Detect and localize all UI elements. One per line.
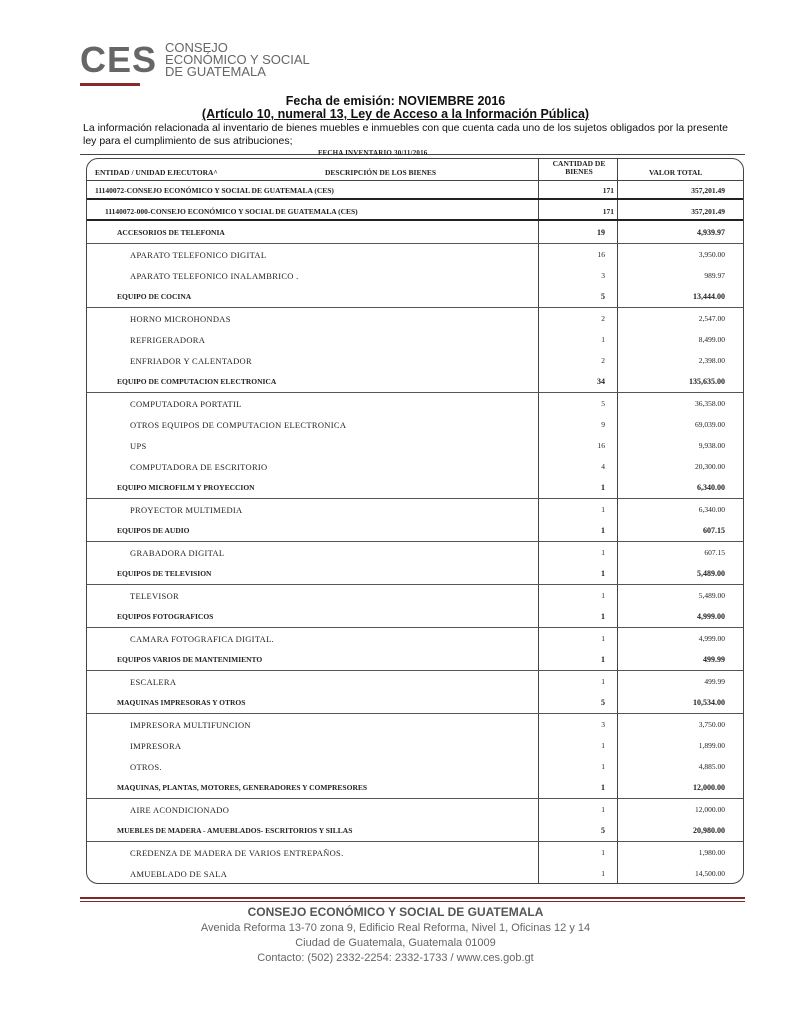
item-row xyxy=(87,393,743,414)
unidad-rule xyxy=(87,219,743,221)
item-quantity: 4 xyxy=(601,462,605,471)
item-quantity: 2 xyxy=(601,356,605,365)
item-description: APARATO TELEFONICO DIGITAL xyxy=(130,250,267,260)
logo-line-3: DE GUATEMALA xyxy=(165,64,266,79)
category-description: EQUIPOS DE AUDIO xyxy=(117,526,190,535)
item-description: APARATO TELEFONICO INALAMBRICO . xyxy=(130,271,299,281)
item-description: CAMARA FOTOGRAFICA DIGITAL. xyxy=(130,634,274,644)
item-value: 2,547.00 xyxy=(698,314,725,323)
item-value: 3,950.00 xyxy=(698,250,725,259)
item-value: 36,358.00 xyxy=(695,399,725,408)
logo-text xyxy=(165,42,310,78)
category-row xyxy=(87,606,743,628)
item-value: 499.99 xyxy=(704,677,725,686)
unidad-value: 357,201.49 xyxy=(691,207,725,216)
category-quantity: 1 xyxy=(601,526,605,535)
item-value: 20,300.00 xyxy=(695,462,725,471)
logo-line-2: ECONÓMICO Y SOCIAL xyxy=(165,52,310,67)
item-value: 14,500.00 xyxy=(695,869,725,878)
category-quantity: 5 xyxy=(601,698,605,707)
category-description: MAQUINAS IMPRESORAS Y OTROS xyxy=(117,698,246,707)
item-row xyxy=(87,799,743,820)
item-row xyxy=(87,499,743,520)
header-entidad: ENTIDAD / UNIDAD EJECUTORA^ xyxy=(95,168,218,177)
category-quantity: 19 xyxy=(597,228,605,237)
item-row xyxy=(87,244,743,265)
category-quantity: 1 xyxy=(601,483,605,492)
category-value: 135,635.00 xyxy=(689,377,725,386)
category-value: 10,534.00 xyxy=(693,698,725,707)
item-row xyxy=(87,842,743,863)
item-description: PROYECTOR MULTIMEDIA xyxy=(130,505,243,515)
page-subtitle: (Artículo 10, numeral 13, Ley de Acceso a la Información Pública) xyxy=(201,107,590,121)
category-value: 12,000.00 xyxy=(693,783,725,792)
table-header xyxy=(87,159,743,181)
item-description: TELEVISOR xyxy=(130,591,179,601)
item-quantity: 3 xyxy=(601,720,605,729)
item-quantity: 1 xyxy=(601,805,605,814)
category-value: 4,999.00 xyxy=(697,612,725,621)
category-description: EQUIPO DE COMPUTACION ELECTRONICA xyxy=(117,377,277,386)
item-value: 12,000.00 xyxy=(695,805,725,814)
category-description: ACCESORIOS DE TELEFONIA xyxy=(117,228,225,237)
logo-mark: CES xyxy=(80,39,158,80)
item-row xyxy=(87,585,743,606)
item-description: AIRE ACONDICIONADO xyxy=(130,805,230,815)
item-quantity: 16 xyxy=(597,441,605,450)
item-value: 607.15 xyxy=(704,548,725,557)
entidad-rule xyxy=(87,198,743,200)
category-row xyxy=(87,820,743,842)
item-quantity: 1 xyxy=(601,591,605,600)
category-row xyxy=(87,520,743,542)
item-description: COMPUTADORA PORTATIL xyxy=(130,399,242,409)
category-row xyxy=(87,777,743,799)
item-description: COMPUTADORA DE ESCRITORIO xyxy=(130,462,268,472)
category-row xyxy=(87,692,743,714)
item-row xyxy=(87,735,743,756)
item-value: 4,885.00 xyxy=(698,762,725,771)
category-description: MUEBLES DE MADERA - AMUEBLADOS- ESCRITORIOS Y SILLAS xyxy=(117,826,353,835)
category-quantity: 1 xyxy=(601,612,605,621)
category-row xyxy=(87,286,743,308)
category-description: MAQUINAS, PLANTAS, MOTORES, GENERADORES Y COMPRESORES xyxy=(117,783,368,792)
footer-org: CONSEJO ECONÓMICO Y SOCIAL DE GUATEMALA xyxy=(247,905,544,919)
item-row xyxy=(87,671,743,692)
category-quantity: 1 xyxy=(601,569,605,578)
item-row xyxy=(87,542,743,563)
category-row xyxy=(87,563,743,585)
category-value: 20,980.00 xyxy=(693,826,725,835)
footer-rule xyxy=(80,897,745,899)
item-quantity: 1 xyxy=(601,677,605,686)
item-description: IMPRESORA xyxy=(130,741,182,751)
item-description: IMPRESORA MULTIFUNCION xyxy=(130,720,251,730)
entidad-qty: 171 xyxy=(602,186,614,195)
item-value: 69,039.00 xyxy=(695,420,725,429)
header-descripcion: DESCRIPCIÓN DE LOS BIENES xyxy=(325,168,437,177)
item-value: 8,499.00 xyxy=(698,335,725,344)
category-value: 5,489.00 xyxy=(697,569,725,578)
item-value: 2,398.00 xyxy=(698,356,725,365)
footer-contact: Contacto: (502) 2332-2254: 2332-1733 / www.ces.gob.gt xyxy=(257,952,534,964)
item-quantity: 3 xyxy=(601,271,605,280)
category-description: EQUIPOS DE TELEVISION xyxy=(117,569,212,578)
item-quantity: 1 xyxy=(601,869,605,878)
header-valor: VALOR TOTAL xyxy=(649,168,703,177)
item-quantity: 1 xyxy=(601,741,605,750)
intro-paragraph: La información relacionada al inventario de bienes muebles e inmuebles con que cuenta cada uno de los sujetos obligados por la presente ley para el cumplimiento de sus atribuciones; xyxy=(83,122,729,147)
item-row xyxy=(87,414,743,435)
item-description: UPS xyxy=(130,441,147,451)
item-quantity: 9 xyxy=(601,420,605,429)
item-row xyxy=(87,628,743,649)
page-title: Fecha de emisión: NOVIEMBRE 2016 xyxy=(285,94,506,108)
item-description: ENFRIADOR Y CALENTADOR xyxy=(130,356,252,366)
category-quantity: 34 xyxy=(597,377,605,386)
item-quantity: 1 xyxy=(601,335,605,344)
footer-city: Ciudad de Guatemala, Guatemala 01009 xyxy=(295,937,496,949)
category-description: EQUIPO MICROFILM Y PROYECCION xyxy=(117,483,255,492)
entidad-value: 357,201.49 xyxy=(691,186,725,195)
category-quantity: 5 xyxy=(601,292,605,301)
ces-logo xyxy=(80,39,310,80)
category-value: 499.99 xyxy=(703,655,725,664)
category-row xyxy=(87,649,743,671)
logo-line-1: CONSEJO xyxy=(165,40,228,55)
item-description: OTROS. xyxy=(130,762,162,772)
item-description: ESCALERA xyxy=(130,677,177,687)
item-value: 989.97 xyxy=(704,271,725,280)
category-value: 6,340.00 xyxy=(697,483,725,492)
inventory-table xyxy=(86,158,744,884)
category-row xyxy=(87,371,743,393)
header-rule xyxy=(87,180,743,181)
inventory-rows xyxy=(87,222,743,884)
item-quantity: 1 xyxy=(601,634,605,643)
item-description: AMUEBLADO DE SALA xyxy=(130,869,228,879)
item-description: HORNO MICROHONDAS xyxy=(130,314,231,324)
logo-underline xyxy=(80,83,140,86)
header-cantidad: CANTIDAD DE BIENES xyxy=(552,159,606,176)
item-value: 1,899.00 xyxy=(698,741,725,750)
item-value: 1,980.00 xyxy=(698,848,725,857)
category-value: 4,939.97 xyxy=(697,228,725,237)
item-row xyxy=(87,756,743,777)
category-quantity: 1 xyxy=(601,783,605,792)
category-row xyxy=(87,222,743,244)
item-quantity: 2 xyxy=(601,314,605,323)
item-row xyxy=(87,456,743,477)
item-quantity: 1 xyxy=(601,548,605,557)
item-description: CREDENZA DE MADERA DE VARIOS ENTREPAÑOS. xyxy=(130,848,344,858)
item-row xyxy=(87,714,743,735)
item-value: 5,489.00 xyxy=(698,591,725,600)
item-row xyxy=(87,329,743,350)
item-value: 6,340.00 xyxy=(698,505,725,514)
category-row xyxy=(87,477,743,499)
item-value: 9,938.00 xyxy=(698,441,725,450)
item-quantity: 1 xyxy=(601,762,605,771)
category-quantity: 1 xyxy=(601,655,605,664)
item-row xyxy=(87,435,743,456)
category-description: EQUIPOS VARIOS DE MANTENIMIENTO xyxy=(117,655,263,664)
footer-address: Avenida Reforma 13-70 zona 9, Edificio Real Reforma, Nivel 1, Oficinas 12 y 14 xyxy=(200,922,591,934)
item-row xyxy=(87,265,743,286)
fecha-inventario: FECHA INVENTARIO 30/11/2016 xyxy=(318,149,428,157)
item-quantity: 1 xyxy=(601,848,605,857)
item-row xyxy=(87,350,743,371)
item-quantity: 1 xyxy=(601,505,605,514)
item-description: REFRIGERADORA xyxy=(130,335,206,345)
item-value: 3,750.00 xyxy=(698,720,725,729)
item-quantity: 16 xyxy=(597,250,605,259)
item-value: 4,999.00 xyxy=(698,634,725,643)
footer-rule-thin xyxy=(80,901,745,902)
unidad-name: 11140072-000-CONSEJO ECONÓMICO Y SOCIAL DE GUATEMALA (CES) xyxy=(105,207,358,216)
item-quantity: 5 xyxy=(601,399,605,408)
category-value: 607.15 xyxy=(703,526,725,535)
category-description: EQUIPO DE COCINA xyxy=(117,292,192,301)
category-description: EQUIPOS FOTOGRAFICOS xyxy=(117,612,214,621)
entidad-name: 11140072-CONSEJO ECONÓMICO Y SOCIAL DE GUATEMALA (CES) xyxy=(95,186,334,195)
item-row xyxy=(87,308,743,329)
item-row xyxy=(87,863,743,884)
item-description: OTROS EQUIPOS DE COMPUTACION ELECTRONICA xyxy=(130,420,347,430)
unidad-qty: 171 xyxy=(602,207,614,216)
item-description: GRABADORA DIGITAL xyxy=(130,548,225,558)
category-value: 13,444.00 xyxy=(693,292,725,301)
category-quantity: 5 xyxy=(601,826,605,835)
